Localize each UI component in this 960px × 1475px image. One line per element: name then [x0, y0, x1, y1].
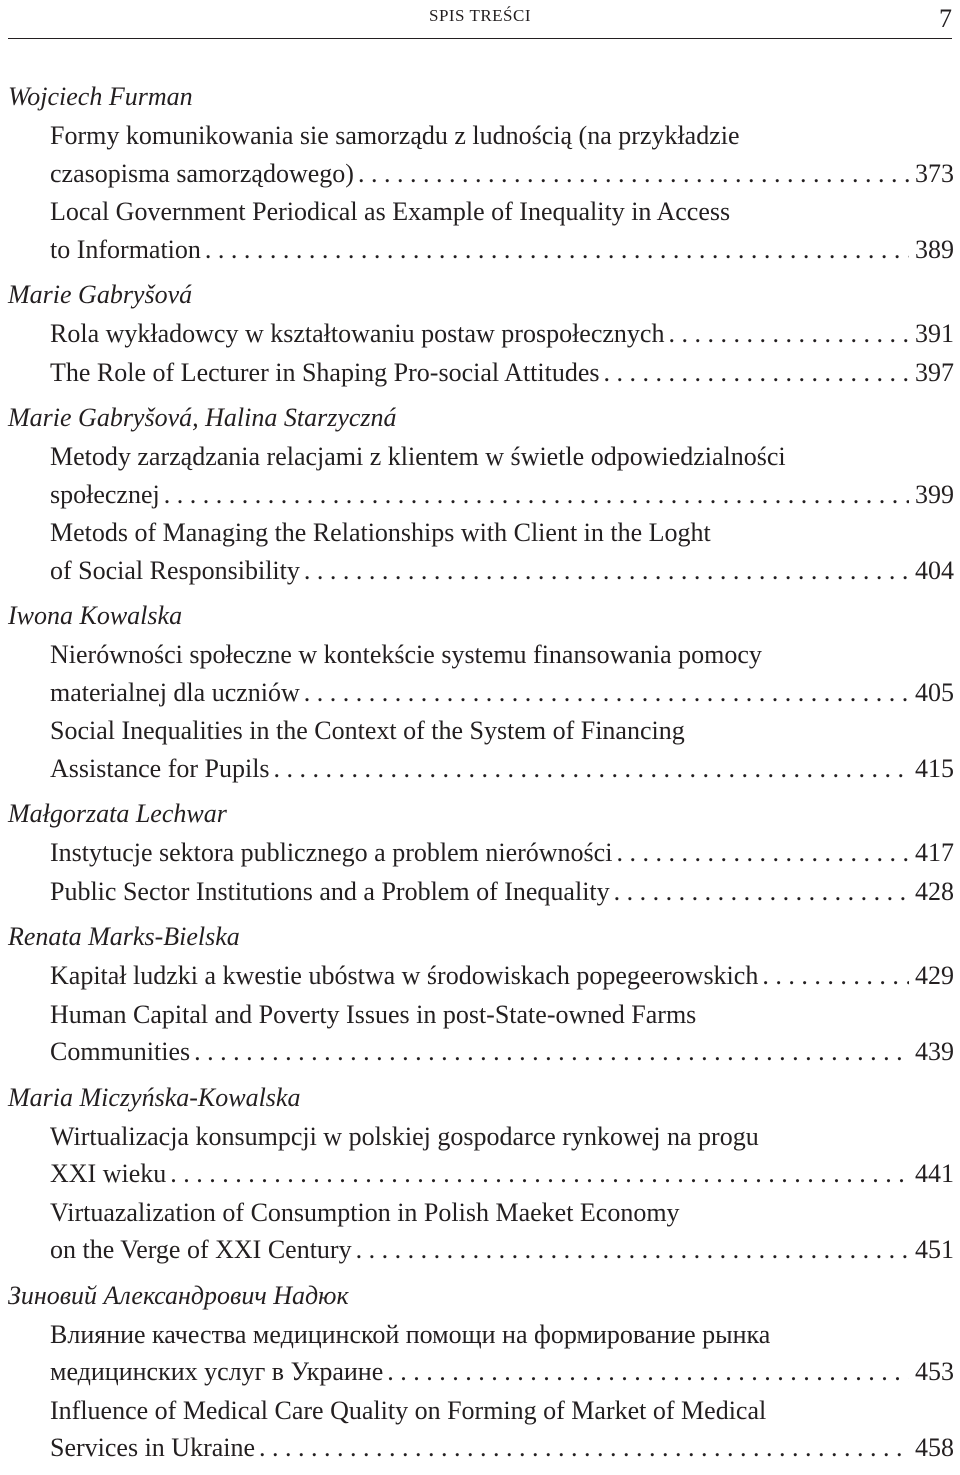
toc-item[interactable]	[0, 354, 960, 392]
dot-leader	[356, 1231, 909, 1269]
article-title: czasopisma samorządowego)	[50, 158, 354, 188]
toc-entry	[0, 276, 960, 391]
page-reference: 453	[915, 1357, 954, 1386]
page-reference: 458	[915, 1433, 954, 1462]
article-title: Services in Ukraine	[50, 1433, 256, 1462]
toc-entry	[0, 918, 960, 1071]
toc-item-line	[0, 1429, 954, 1467]
toc-item-line	[0, 1118, 906, 1156]
toc-item[interactable]	[0, 438, 960, 513]
article-title: Assistance for Pupils	[50, 753, 270, 783]
page-reference: 373	[915, 158, 954, 188]
page-reference: 391	[915, 319, 954, 348]
dot-leader	[614, 873, 909, 911]
toc-item-line	[0, 438, 906, 476]
page-reference: 417	[915, 838, 954, 867]
table-of-contents	[0, 78, 960, 1475]
article-title: Metods of Managing the Relationships with Client in the Loght	[50, 518, 711, 547]
article-title: Influence of Medical Care Quality on Forming of Market of Medical	[50, 1395, 767, 1425]
toc-item[interactable]	[0, 1392, 960, 1467]
dot-leader	[762, 957, 909, 995]
author-name: Iwona Kowalska	[8, 601, 183, 630]
toc-item-line	[0, 315, 954, 353]
page-number: 7	[939, 4, 952, 33]
author-name: Maria Miczyńska-Kowalska	[8, 1082, 301, 1112]
toc-item-line	[0, 1194, 906, 1232]
toc-entry	[0, 1277, 960, 1467]
toc-item[interactable]	[0, 1118, 960, 1193]
toc-item[interactable]	[0, 193, 960, 268]
page-reference: 397	[915, 357, 954, 387]
page-reference: 415	[915, 753, 954, 783]
dot-leader	[304, 674, 909, 712]
toc-item[interactable]	[0, 514, 960, 589]
toc-item-line	[0, 1353, 954, 1391]
toc-item[interactable]	[0, 1194, 960, 1269]
running-head: SPIS TREŚCI	[428, 6, 532, 25]
author-name: Marie Gabryšová	[8, 280, 193, 309]
dot-leader	[358, 155, 909, 193]
article-title: on the Verge of XXI Century	[50, 1235, 352, 1264]
article-title: медицинских услуг в Украине	[50, 1357, 384, 1386]
page-header	[8, 0, 952, 39]
article-title: of Social Responsibility	[50, 555, 300, 585]
article-title: Влияние качества медицинской помощи на формирование рынка	[50, 1319, 771, 1349]
dot-leader	[304, 552, 909, 590]
dot-leader	[604, 354, 910, 392]
toc-item[interactable]	[0, 957, 960, 995]
toc-entry	[0, 399, 960, 589]
article-title: Wirtualizacja konsumpcji w polskiej gospodarce rynkowej na progu	[50, 1121, 759, 1151]
page-reference: 451	[915, 1235, 954, 1264]
article-title: Social Inequalities in the Context of the System of Financing	[50, 716, 685, 745]
author-name: Renata Marks-Bielska	[8, 922, 240, 951]
toc-item-line	[0, 193, 906, 231]
toc-item-line	[0, 712, 906, 750]
article-title: Formy komunikowania sie samorządu z ludnością (na przykładzie	[50, 121, 740, 150]
toc-entry	[0, 1079, 960, 1269]
page-reference: 399	[915, 479, 954, 509]
article-title: Communities	[50, 1037, 191, 1066]
toc-item[interactable]	[0, 636, 960, 711]
toc-item-line	[0, 996, 906, 1034]
page-reference: 428	[915, 876, 954, 906]
page-reference: 389	[915, 234, 954, 264]
dot-leader	[170, 1155, 909, 1193]
toc-item[interactable]	[0, 315, 960, 353]
article-title: Local Government Periodical as Example of Inequality in Access	[50, 197, 731, 226]
article-title: społecznej	[50, 479, 160, 509]
toc-item-line	[0, 1231, 954, 1269]
article-title: materialnej dla uczniów	[50, 677, 300, 707]
toc-item[interactable]	[0, 1316, 960, 1391]
toc-item-line	[0, 834, 954, 872]
article-title: Nierówności społeczne w kontekście systemu finansowania pomocy	[50, 640, 762, 669]
toc-item-line	[0, 873, 954, 911]
author-name: Małgorzata Lechwar	[8, 799, 227, 828]
article-title: Rola wykładowcy w kształtowaniu postaw prospołecznych	[50, 319, 665, 348]
page-reference: 429	[915, 961, 954, 990]
toc-item-line	[0, 231, 954, 269]
article-title: XXI wieku	[50, 1159, 167, 1188]
author-name: Wojciech Furman	[8, 82, 193, 111]
page-reference: 404	[915, 555, 954, 585]
toc-item-line	[0, 674, 954, 712]
author-name: Зиновий Александрович Надюк	[8, 1280, 349, 1310]
dot-leader	[194, 1033, 909, 1071]
dot-leader	[274, 750, 909, 788]
toc-item[interactable]	[0, 712, 960, 787]
toc-item-line	[0, 354, 954, 392]
toc-entry	[0, 795, 960, 910]
dot-leader	[259, 1429, 909, 1467]
article-title: Human Capital and Poverty Issues in post-State-owned Farms	[50, 999, 697, 1029]
toc-item-line	[0, 1316, 906, 1354]
toc-item-line	[0, 1033, 954, 1071]
dot-leader	[616, 834, 909, 872]
toc-item[interactable]	[0, 996, 960, 1071]
toc-item-line	[0, 155, 954, 193]
article-title: Instytucje sektora publicznego a problem nierówności	[50, 838, 613, 867]
toc-item-line	[0, 514, 906, 552]
toc-item-line	[0, 957, 954, 995]
toc-item[interactable]	[0, 117, 960, 192]
toc-item-line	[0, 117, 906, 155]
article-title: Metody zarządzania relacjami z klientem w świetle odpowiedzialności	[50, 442, 786, 471]
toc-item-line	[0, 476, 954, 514]
dot-leader	[668, 315, 909, 353]
article-title: Kapitał ludzki a kwestie ubóstwa w środowiskach popegeerowskich	[50, 961, 759, 990]
article-title: Public Sector Institutions and a Problem of Inequality	[50, 876, 610, 906]
toc-item-line	[0, 750, 954, 788]
article-title: to Information	[50, 234, 201, 264]
toc-entry	[0, 78, 960, 268]
article-title: Virtuazalization of Consumption in Polish Maeket Economy	[50, 1197, 680, 1227]
toc-item[interactable]	[0, 834, 960, 872]
dot-leader	[205, 231, 909, 269]
dot-leader	[387, 1353, 909, 1391]
toc-item[interactable]	[0, 873, 960, 911]
page-reference: 441	[915, 1159, 954, 1188]
page-reference: 439	[915, 1037, 954, 1066]
article-title: The Role of Lecturer in Shaping Pro-social Attitudes	[50, 357, 600, 387]
author-name: Marie Gabryšová, Halina Starzyczná	[8, 403, 397, 432]
page-reference: 405	[915, 677, 954, 707]
toc-entry	[0, 597, 960, 787]
dot-leader	[164, 476, 909, 514]
toc-item-line	[0, 1155, 954, 1193]
toc-item-line	[0, 1392, 906, 1430]
toc-item-line	[0, 552, 954, 590]
toc-item-line	[0, 636, 906, 674]
